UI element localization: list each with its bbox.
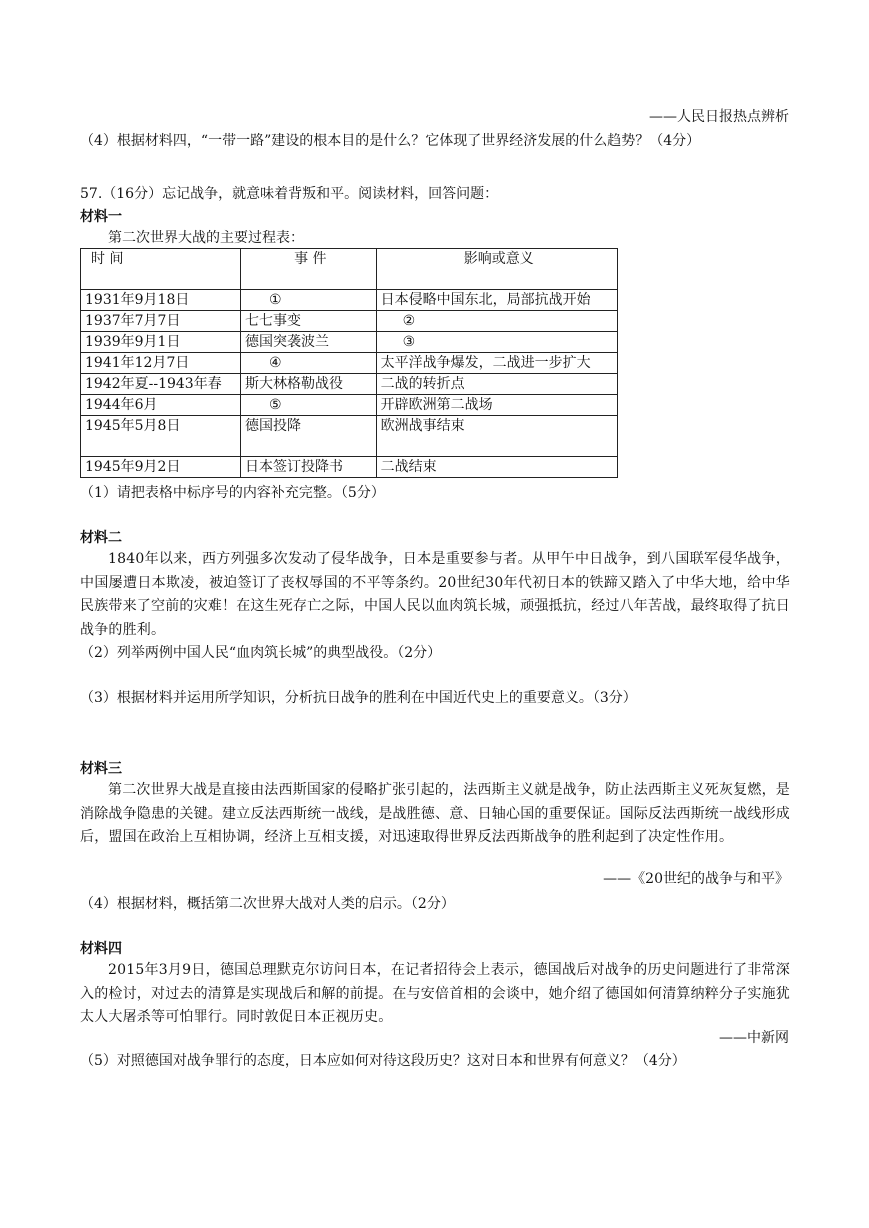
cell-time: 1945年9月2日 <box>81 457 241 478</box>
cell-event: ④ <box>241 353 377 374</box>
cell-time: 1944年6月 <box>81 395 241 416</box>
cell-impact: ② <box>376 311 617 332</box>
cell-event: 德国投降 <box>241 416 377 457</box>
table-row <box>81 457 618 478</box>
table-row <box>81 332 618 353</box>
question-2: （2）列举两例中国人民“血肉筑长城”的典型战役。（2分） <box>80 645 442 661</box>
cell-event: ① <box>241 290 377 311</box>
material-3-text: 第二次世界大战是直接由法西斯国家的侵略扩张引起的，法西斯主义就是战争，防止法西斯主义死灰复燃，是消除战争隐患的关键。建立反法西斯统一战线，是战胜德、意、日轴心国的重要保证。国际反法西斯统一战线形成后，盟国在政治上互相协调，经济上互相支援，对迅速取得世界反法西斯战争的胜利起到了决定性作用。 <box>80 782 790 845</box>
material-2-heading: 材料二 <box>80 530 122 546</box>
material-1-heading: 材料一 <box>80 209 122 225</box>
table-caption: 第二次世界大战的主要过程表： <box>108 230 304 246</box>
material-2-text: 1840年以来，西方列强多次发动了侵华战争，日本是重要参与者。从甲午中日战争，到八国联军侵华战争，中国屡遭日本欺凌，被迫签订了丧权辱国的不平等条约。20世纪30年代初日本的铁蹄又踏入了中华大地，给中华民族带来了空前的灾难！在这生死存亡之际，中国人民以血肉筑长城，顽强抵抗，经过八年苦战，最终取得了抗日战争的胜利。 <box>80 551 790 638</box>
cell-impact: ③ <box>376 332 617 353</box>
cell-impact: 开辟欧洲第二战场 <box>376 395 617 416</box>
cell-time: 1931年9月18日 <box>81 290 241 311</box>
material-3-heading: 材料三 <box>80 761 122 777</box>
cell-event: ⑤ <box>241 395 377 416</box>
cell-impact: 二战结束 <box>376 457 617 478</box>
table-row <box>81 290 618 311</box>
table-row <box>81 395 618 416</box>
question-4: （4）根据材料，概括第二次世界大战对人类的启示。（2分） <box>80 896 455 912</box>
material-4-heading: 材料四 <box>80 941 122 957</box>
ww2-process-table <box>80 248 618 478</box>
header-impact: 影响或意义 <box>376 249 617 290</box>
header-event: 事 件 <box>241 249 377 290</box>
material-4-text: 2015年3月9日，德国总理默克尔访问日本，在记者招待会上表示，德国战后对战争的历史问题进行了非常深入的检讨，对过去的清算是实现战后和解的前提。在与安倍首相的会谈中，她介绍了德国如何清算纳粹分子实施犹太人大屠杀等可怕罪行。同时敦促日本正视历史。 <box>80 962 790 1025</box>
table-row <box>81 311 618 332</box>
source-people-daily: ——人民日报热点辨析 <box>649 109 789 125</box>
source-chinanews: ——中新网 <box>719 1030 789 1046</box>
cell-time: 1937年7月7日 <box>81 311 241 332</box>
cell-event: 日本签订投降书 <box>241 457 377 478</box>
cell-impact: 欧洲战事结束 <box>376 416 617 457</box>
cell-impact: 二战的转折点 <box>376 374 617 395</box>
question-1: （1）请把表格中标序号的内容补充完整。（5分） <box>80 485 385 501</box>
table-row <box>81 374 618 395</box>
cell-time: 1945年5月8日 <box>81 416 241 457</box>
header-time: 时 间 <box>81 249 241 290</box>
question-57-intro: 57.（16分）忘记战争，就意味着背叛和平。阅读材料，回答问题： <box>80 186 499 202</box>
cell-event: 斯大林格勒战役 <box>241 374 377 395</box>
table-row <box>81 416 618 457</box>
cell-time: 1942年夏--1943年春 <box>81 374 241 395</box>
cell-time: 1941年12月7日 <box>81 353 241 374</box>
source-war-peace: ——《20世纪的战争与和平》 <box>603 871 789 887</box>
cell-impact: 太平洋战争爆发，二战进一步扩大 <box>376 353 617 374</box>
question-4-belt-road: （4）根据材料四，“一带一路”建设的根本目的是什么？它体现了世界经济发展的什么趋势？（4分） <box>80 133 701 149</box>
cell-impact: 日本侵略中国东北，局部抗战开始 <box>376 290 617 311</box>
cell-event: 七七事变 <box>241 311 377 332</box>
question-3: （3）根据材料并运用所学知识，分析抗日战争的胜利在中国近代史上的重要意义。（3分） <box>80 690 637 706</box>
question-5: （5）对照德国对战争罪行的态度，日本应如何对待这段历史？这对日本和世界有何意义？（4分） <box>80 1053 686 1069</box>
cell-time: 1939年9月1日 <box>81 332 241 353</box>
table-row <box>81 353 618 374</box>
table-header-row <box>81 249 618 290</box>
cell-event: 德国突袭波兰 <box>241 332 377 353</box>
